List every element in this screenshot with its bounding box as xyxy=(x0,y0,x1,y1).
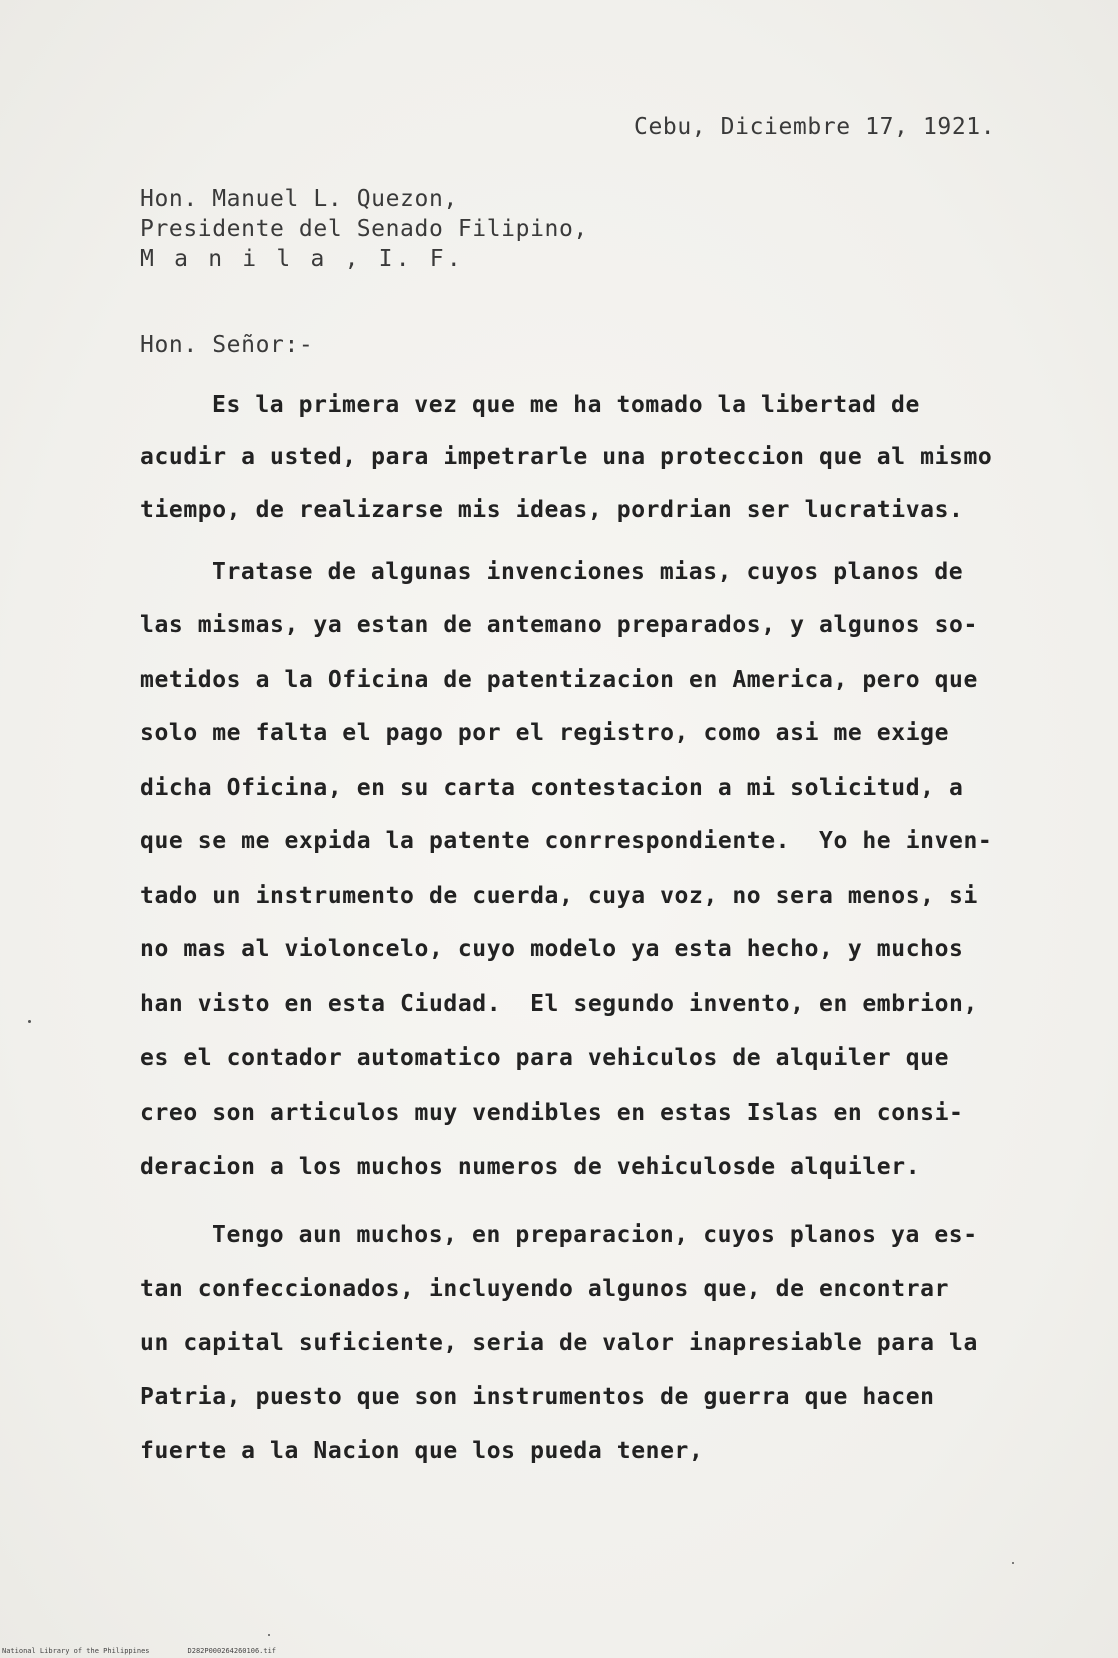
paragraph-3-line: fuerte a la Nacion que los pueda tener, xyxy=(140,1438,704,1464)
paragraph-2-line: han visto en esta Ciudad. El segundo invento, en embrion, xyxy=(140,991,978,1017)
paragraph-2-line: solo me falta el pago por el registro, como asi me exige xyxy=(140,720,950,746)
paragraph-3-line: Patria, puesto que son instrumentos de guerra que hacen xyxy=(140,1384,935,1410)
recipient-location: M a n i l a , I. F. xyxy=(140,246,464,272)
paragraph-2-line: creo son articulos muy vendibles en estas Islas en consi- xyxy=(140,1100,964,1126)
paragraph-2-line: que se me expida la patente conrrespondiente. Yo he inven- xyxy=(140,828,993,854)
recipient-name: Hon. Manuel L. Quezon, xyxy=(140,186,458,212)
paragraph-1-line: acudir a usted, para impetrarle una proteccion que al mismo xyxy=(140,444,993,470)
recipient-title: Presidente del Senado Filipino, xyxy=(140,216,588,242)
paragraph-3-line: tan confeccionados, incluyendo algunos que, de encontrar xyxy=(140,1276,950,1302)
paragraph-2-line: no mas al violoncelo, cuyo modelo ya esta hecho, y muchos xyxy=(140,936,964,962)
scan-speck xyxy=(28,1020,31,1023)
letter-date: Cebu, Diciembre 17, 1921. xyxy=(634,114,996,140)
paragraph-2-line: tado un instrumento de cuerda, cuya voz, no sera menos, si xyxy=(140,883,978,909)
file-id: D282P000264260106.tif xyxy=(187,1647,277,1655)
paragraph-2-line: las mismas, ya estan de antemano preparados, y algunos so- xyxy=(140,612,978,638)
salutation: Hon. Señor:- xyxy=(140,332,314,358)
archive-name: National Library of the Philippines xyxy=(2,1647,150,1655)
paragraph-2-line: es el contador automatico para vehiculos de alquiler que xyxy=(140,1045,950,1071)
paragraph-1-line: Es la primera vez que me ha tomado la libertad de xyxy=(212,392,920,418)
scan-speck xyxy=(1012,1562,1014,1564)
paragraph-2-line: metidos a la Oficina de patentizacion en America, pero que xyxy=(140,667,978,693)
paragraph-3-line: Tengo aun muchos, en preparacion, cuyos planos ya es- xyxy=(212,1222,978,1248)
scan-speck xyxy=(268,1634,270,1636)
paragraph-2-line: Tratase de algunas invenciones mias, cuyos planos de xyxy=(212,559,964,585)
paragraph-2-line: dicha Oficina, en su carta contestacion a mi solicitud, a xyxy=(140,775,964,801)
paragraph-2-line: deracion a los muchos numeros de vehiculosde alquiler. xyxy=(140,1154,921,1180)
paragraph-3-line: un capital suficiente, seria de valor inapresiable para la xyxy=(140,1330,978,1356)
scan-footer xyxy=(2,1647,314,1655)
paragraph-1-line: tiempo, de realizarse mis ideas, pordrian ser lucrativas. xyxy=(140,497,964,523)
